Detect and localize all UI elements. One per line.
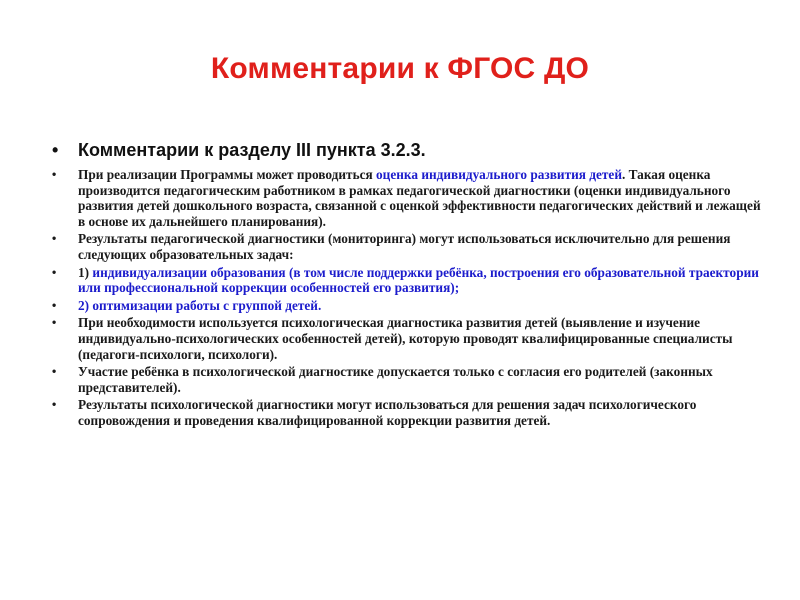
bullet-item [52, 397, 764, 428]
bullet-list [52, 167, 764, 429]
bullet-item-text [78, 315, 764, 362]
body-text: При необходимости используется психологическая диагностика развития детей (выявление и изучение индивидуально-психологических особенностей детей), которую проводят квалифицированные специалисты (педагоги-психологи, психологи). [78, 315, 733, 362]
main-bullet-text: Комментарии к разделу III пункта 3.2.3. [78, 140, 426, 160]
body-text: 1) [78, 264, 93, 280]
bullet-item-text [78, 231, 764, 262]
body-text: Результаты педагогической диагностики (мониторинга) могут использоваться исключительно для решения следующих образовательных задач: [78, 231, 731, 262]
bullet-icon: • [52, 167, 57, 181]
bullet-icon: • [52, 264, 57, 279]
bullet-icon: • [52, 231, 57, 246]
bullet-item-text [78, 397, 764, 428]
main-bullet [52, 140, 764, 161]
bullet-item [52, 167, 764, 229]
body-text: Результаты психологической диагностики могут использоваться для решения задач психологического сопровождения и проведения квалифицированной коррекции развития детей. [78, 397, 697, 428]
bullet-item [52, 265, 764, 296]
bullet-item-text [78, 167, 764, 229]
bullet-icon: • [52, 297, 57, 312]
bullet-icon: • [52, 140, 59, 160]
body-text: Участие ребёнка в психологической диагностике допускается только с согласия его родителей (законных представителей). [78, 364, 713, 395]
highlighted-text: индивидуализации образования (в том числе поддержки ребёнка, построения его образовательной траектории или профессиональной коррекции особенностей его развития); [78, 264, 759, 296]
bullet-item-text [78, 364, 764, 395]
slide-title: Комментарии к ФГОС ДО [210, 52, 590, 85]
bullet-icon: • [52, 397, 57, 412]
bullet-item-text [78, 298, 764, 314]
bullet-item [52, 364, 764, 395]
bullet-item [52, 298, 764, 314]
bullet-item [52, 315, 764, 362]
highlighted-text: 2) оптимизации работы с группой детей. [78, 297, 322, 313]
bullet-icon: • [52, 364, 57, 379]
body-text: При реализации Программы может проводиться [78, 167, 377, 182]
bullet-item [52, 231, 764, 262]
bullet-icon: • [52, 315, 57, 330]
highlighted-text: оценка индивидуального развития детей [376, 167, 622, 182]
slide-content [52, 140, 764, 431]
bullet-item-text [78, 265, 764, 296]
body-text: . Такая оценка производится педагогическим работником в рамках педагогической диагностики (оценки индивидуального развития детей дошкольного возраста, связанной с оценкой эффективности педагогических действий и лежащей в основе их дальнейшего планирования). [78, 167, 761, 229]
